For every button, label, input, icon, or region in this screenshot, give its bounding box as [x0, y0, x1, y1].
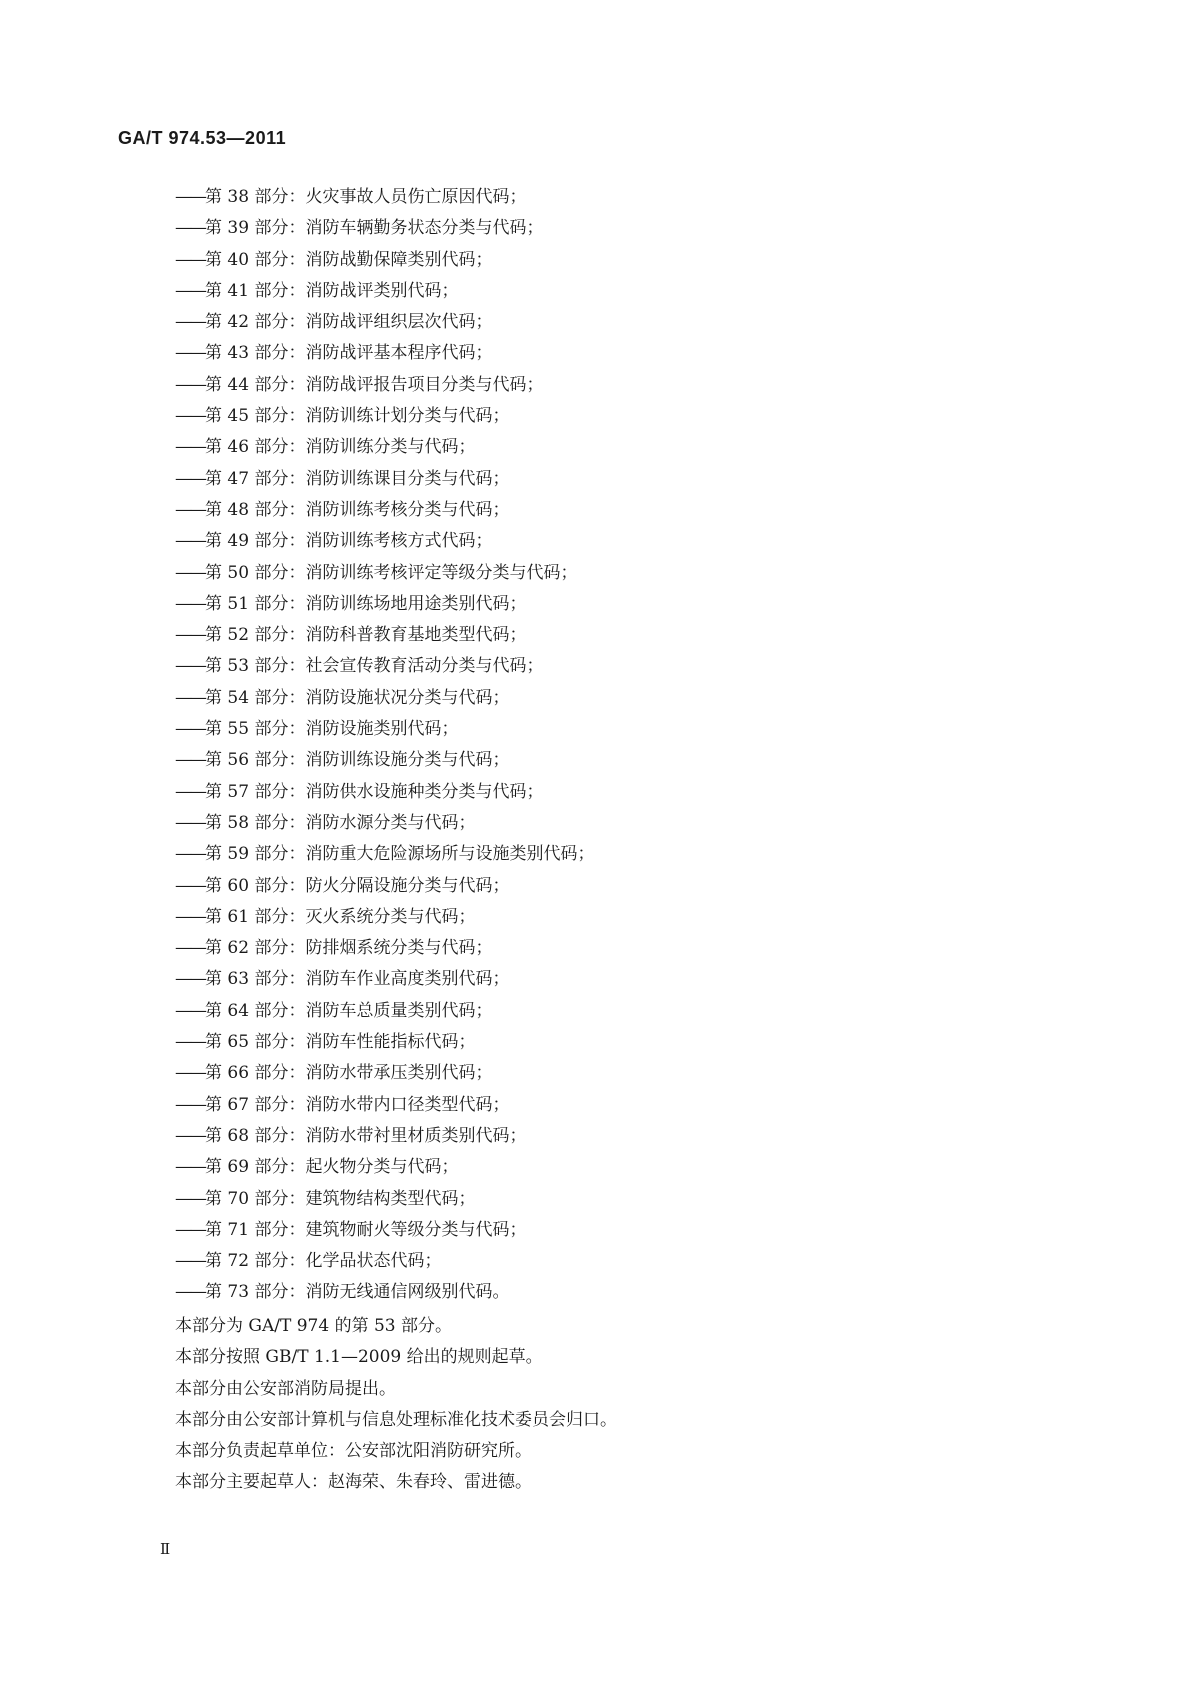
list-item-text: 第 41 部分：消防战评类别代码； — [205, 280, 459, 301]
note-paragraph: 本部分由公安部计算机与信息处理标准化技术委员会归口。 — [175, 1409, 617, 1430]
document-code: GA/T 974.53—2011 — [118, 128, 287, 148]
list-item-text: 第 42 部分：消防战评组织层次代码； — [205, 312, 493, 333]
list-item — [175, 182, 594, 213]
list-item-text: 第 53 部分：社会宣传教育活动分类与代码； — [205, 656, 544, 677]
list-dash: —— — [175, 969, 205, 990]
list-item-text: 第 65 部分：消防车性能指标代码； — [205, 1032, 476, 1053]
list-item — [175, 401, 594, 432]
list-item-text: 第 69 部分：起火物分类与代码； — [205, 1157, 459, 1178]
list-dash: —— — [175, 187, 205, 207]
list-item-text: 第 62 部分：防排烟系统分类与代码； — [205, 938, 493, 959]
list-item-text: 第 59 部分：消防重大危险源场所与设施类别代码； — [205, 844, 595, 865]
list-item — [175, 620, 594, 651]
list-dash: —— — [175, 249, 205, 270]
list-item — [175, 276, 594, 307]
list-item-text: 第 73 部分：消防无线通信网级别代码。 — [205, 1282, 510, 1303]
list-dash: —— — [175, 499, 205, 520]
list-dash: —— — [175, 343, 205, 364]
list-item — [175, 526, 594, 557]
list-item-text: 第 38 部分：火灾事故人员伤亡原因代码； — [205, 187, 527, 207]
list-dash: —— — [175, 1157, 205, 1178]
note-paragraph: 本部分按照 GB/T 1.1—2009 给出的规则起草。 — [175, 1347, 543, 1368]
list-item — [175, 714, 594, 745]
list-dash: —— — [175, 1032, 205, 1053]
list-item-text: 第 47 部分：消防训练课目分类与代码； — [205, 468, 510, 489]
list-item-text: 第 49 部分：消防训练考核方式代码； — [205, 531, 493, 552]
list-item-text: 第 70 部分：建筑物结构类型代码； — [205, 1188, 476, 1209]
list-dash: —— — [175, 875, 205, 896]
list-item-text: 第 63 部分：消防车作业高度类别代码； — [205, 969, 510, 990]
list-dash: —— — [175, 625, 205, 646]
list-item-text: 第 72 部分：化学品状态代码； — [205, 1251, 442, 1272]
list-item-text: 第 50 部分：消防训练考核评定等级分类与代码； — [205, 562, 578, 583]
list-item — [175, 839, 594, 870]
list-item-text: 第 58 部分：消防水源分类与代码； — [205, 812, 476, 833]
list-item — [175, 745, 594, 776]
list-item-text: 第 40 部分：消防战勤保障类别代码； — [205, 249, 493, 270]
list-item — [175, 307, 594, 338]
list-dash: —— — [175, 656, 205, 677]
list-item — [175, 1246, 594, 1277]
list-dash: —— — [175, 1251, 205, 1272]
list-dash: —— — [175, 844, 205, 865]
list-item — [175, 1058, 594, 1089]
list-dash: —— — [175, 1094, 205, 1115]
list-dash: —— — [175, 781, 205, 802]
list-dash: —— — [175, 938, 205, 959]
list-item — [175, 464, 594, 495]
list-dash: —— — [175, 562, 205, 583]
list-dash: —— — [175, 1188, 205, 1209]
list-dash: —— — [175, 719, 205, 740]
list-item-text: 第 60 部分：防火分隔设施分类与代码； — [205, 875, 510, 896]
list-item-text: 第 51 部分：消防训练场地用途类别代码； — [205, 593, 527, 614]
list-item — [175, 432, 594, 463]
list-item — [175, 1027, 594, 1058]
list-dash: —— — [175, 280, 205, 301]
list-dash: —— — [175, 1000, 205, 1021]
list-item — [175, 1152, 594, 1183]
list-item — [175, 213, 594, 244]
list-item — [175, 1184, 594, 1215]
list-item — [175, 871, 594, 902]
list-item — [175, 933, 594, 964]
list-dash: —— — [175, 906, 205, 927]
list-item — [175, 964, 594, 995]
note-paragraph: 本部分由公安部消防局提出。 — [175, 1378, 396, 1399]
list-item-text: 第 67 部分：消防水带内口径类型代码； — [205, 1094, 510, 1115]
list-item — [175, 1277, 594, 1308]
list-item-text: 第 48 部分：消防训练考核分类与代码； — [205, 499, 510, 520]
list-dash: —— — [175, 750, 205, 771]
list-item-text: 第 45 部分：消防训练计划分类与代码； — [205, 406, 510, 427]
list-item-text: 第 64 部分：消防车总质量类别代码； — [205, 1000, 493, 1021]
list-dash: —— — [175, 406, 205, 427]
list-item — [175, 1121, 594, 1152]
list-item — [175, 1090, 594, 1121]
note-paragraph: 本部分负责起草单位：公安部沈阳消防研究所。 — [175, 1441, 532, 1462]
list-item-text: 第 68 部分：消防水带衬里材质类别代码； — [205, 1125, 527, 1146]
parts-list — [175, 182, 594, 1309]
list-item — [175, 338, 594, 369]
list-item-text: 第 66 部分：消防水带承压类别代码； — [205, 1063, 493, 1084]
list-item — [175, 996, 594, 1027]
list-item — [175, 902, 594, 933]
list-dash: —— — [175, 468, 205, 489]
list-dash: —— — [175, 812, 205, 833]
list-dash: —— — [175, 1063, 205, 1084]
list-item — [175, 683, 594, 714]
list-item-text: 第 56 部分：消防训练设施分类与代码； — [205, 750, 510, 771]
page-number: Ⅱ — [160, 1540, 171, 1558]
list-dash: —— — [175, 218, 205, 239]
list-item-text: 第 44 部分：消防战评报告项目分类与代码； — [205, 374, 544, 395]
list-item — [175, 589, 594, 620]
list-item — [175, 245, 594, 276]
note-paragraph: 本部分为 GA/T 974 的第 53 部分。 — [175, 1316, 453, 1336]
list-item-text: 第 54 部分：消防设施状况分类与代码； — [205, 687, 510, 708]
list-item — [175, 1215, 594, 1246]
list-item — [175, 651, 594, 682]
list-dash: —— — [175, 1282, 205, 1303]
list-dash: —— — [175, 437, 205, 458]
list-item-text: 第 61 部分：灭火系统分类与代码； — [205, 906, 476, 927]
list-item-text: 第 52 部分：消防科普教育基地类型代码； — [205, 625, 527, 646]
list-item-text: 第 46 部分：消防训练分类与代码； — [205, 437, 476, 458]
list-item — [175, 370, 594, 401]
list-dash: —— — [175, 687, 205, 708]
note-paragraph: 本部分主要起草人：赵海荣、朱春玲、雷进德。 — [175, 1472, 532, 1493]
list-dash: —— — [175, 374, 205, 395]
foreword-notes — [175, 1311, 617, 1499]
list-dash: —— — [175, 531, 205, 552]
list-item-text: 第 57 部分：消防供水设施种类分类与代码； — [205, 781, 544, 802]
list-item — [175, 558, 594, 589]
list-dash: —— — [175, 1219, 205, 1240]
list-dash: —— — [175, 593, 205, 614]
list-item-text: 第 55 部分：消防设施类别代码； — [205, 719, 459, 740]
list-item-text: 第 39 部分：消防车辆勤务状态分类与代码； — [205, 218, 544, 239]
list-item-text: 第 71 部分：建筑物耐火等级分类与代码； — [205, 1219, 527, 1240]
list-item — [175, 777, 594, 808]
list-item — [175, 808, 594, 839]
list-dash: —— — [175, 312, 205, 333]
list-item-text: 第 43 部分：消防战评基本程序代码； — [205, 343, 493, 364]
list-item — [175, 495, 594, 526]
list-dash: —— — [175, 1125, 205, 1146]
